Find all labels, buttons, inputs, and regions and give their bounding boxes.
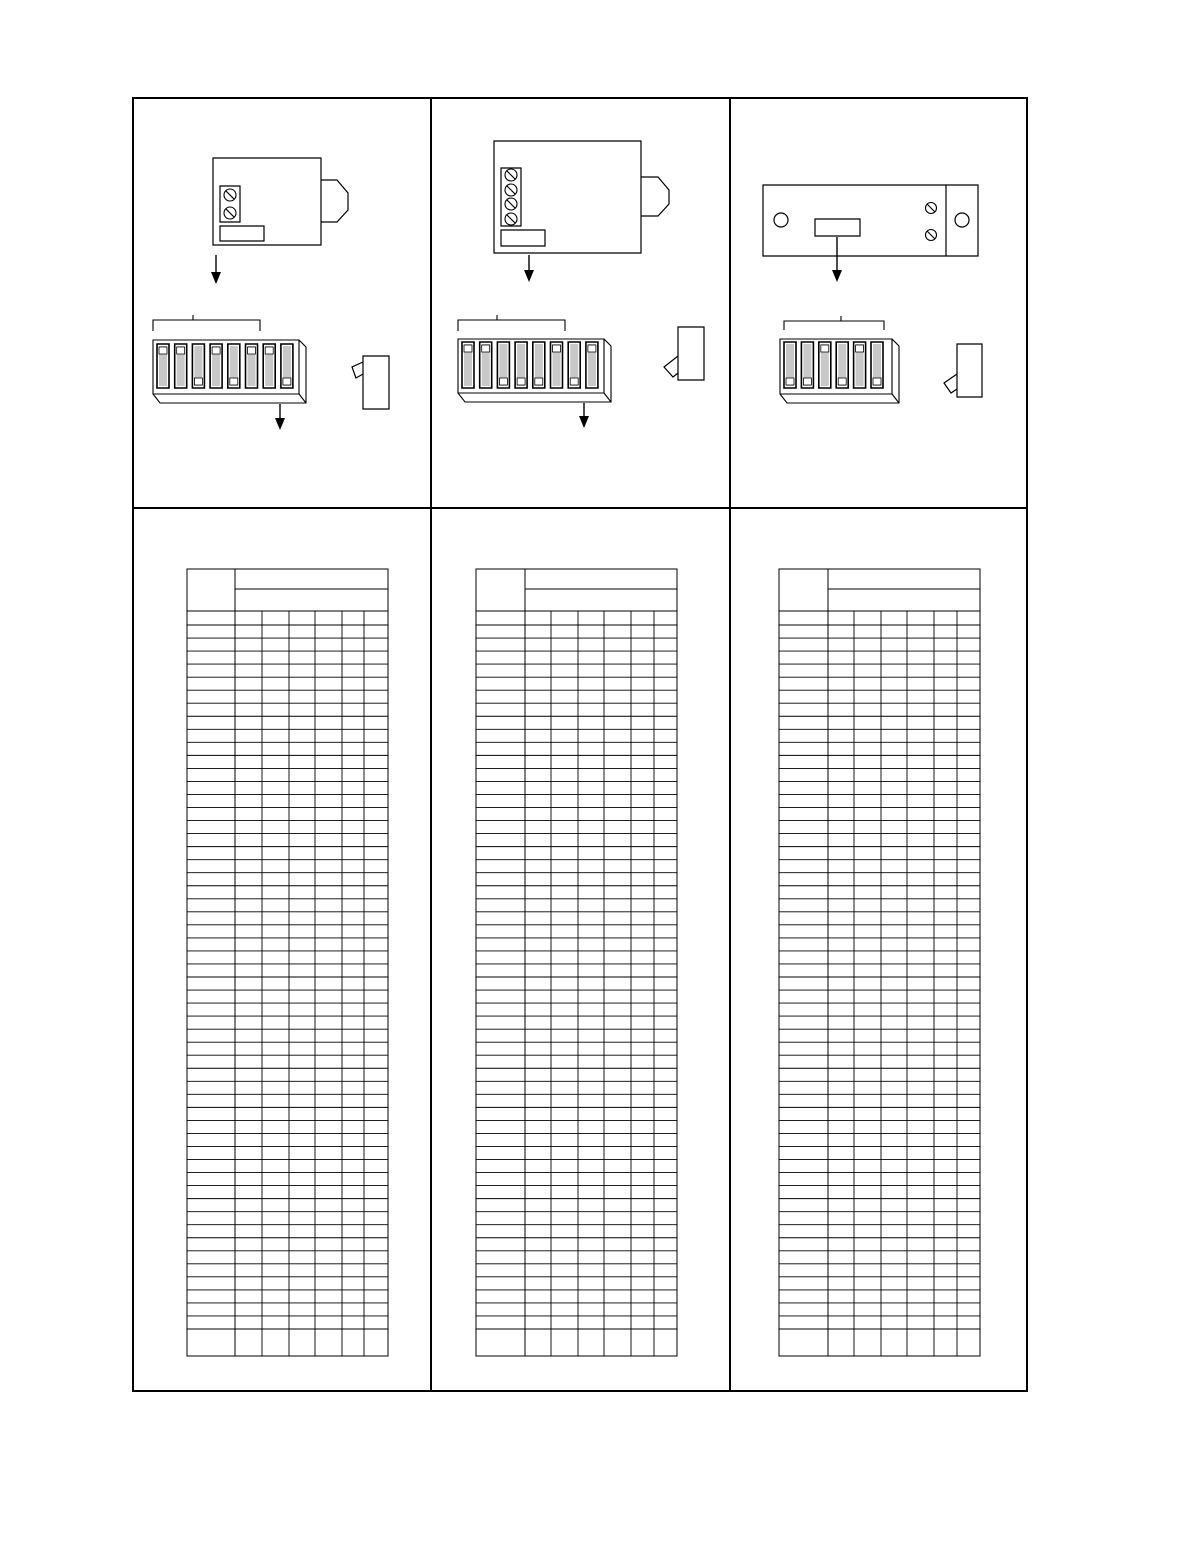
- middle-address-table: [476, 569, 677, 1356]
- dip-lever: [784, 342, 796, 388]
- left-module-arrow: [211, 255, 221, 284]
- dip-lever: [533, 342, 545, 388]
- dip-lever: [568, 342, 580, 388]
- dip-lever: [281, 344, 293, 388]
- right-address-table: [779, 569, 980, 1356]
- left-dip-switch: [153, 315, 306, 403]
- screw-icon: [505, 184, 517, 196]
- dip-lever: [854, 342, 866, 388]
- dip-lever: [586, 342, 598, 388]
- dip-lever: [515, 342, 527, 388]
- dip-lever: [210, 344, 222, 388]
- dip-lever: [497, 342, 509, 388]
- dip-lever: [819, 342, 831, 388]
- screw-icon: [505, 198, 517, 210]
- dip-lever: [192, 344, 204, 388]
- middle-side-view: [664, 327, 704, 380]
- dip-lever: [480, 342, 492, 388]
- panel-frame: [133, 98, 1027, 1391]
- dip-lever: [871, 342, 883, 388]
- left-address-table: [187, 569, 388, 1356]
- dip-lever: [462, 342, 474, 388]
- left-side-view: [352, 356, 389, 409]
- right-side-view: [944, 344, 982, 397]
- dip-lever: [157, 344, 169, 388]
- dip-lever: [263, 344, 275, 388]
- left-module-drawing: [213, 158, 348, 245]
- screw-icon: [926, 230, 937, 241]
- middle-dip-switch: [458, 315, 611, 402]
- screw-icon: [224, 189, 236, 201]
- screw-icon: [926, 203, 937, 214]
- middle-dip-arrow: [579, 403, 589, 428]
- middle-module-arrow: [524, 255, 534, 282]
- screw-icon: [224, 207, 236, 219]
- middle-module-drawing: [494, 141, 669, 253]
- dip-lever: [836, 342, 848, 388]
- screw-icon: [505, 213, 517, 225]
- dip-lever: [175, 344, 187, 388]
- dip-lever: [801, 342, 813, 388]
- right-dip-switch: [780, 316, 899, 403]
- dip-lever: [246, 344, 258, 388]
- dip-lever: [228, 344, 240, 388]
- screw-icon: [505, 169, 517, 181]
- right-module-drawing: [763, 185, 978, 256]
- left-dip-arrow: [275, 404, 285, 430]
- dip-lever: [551, 342, 563, 388]
